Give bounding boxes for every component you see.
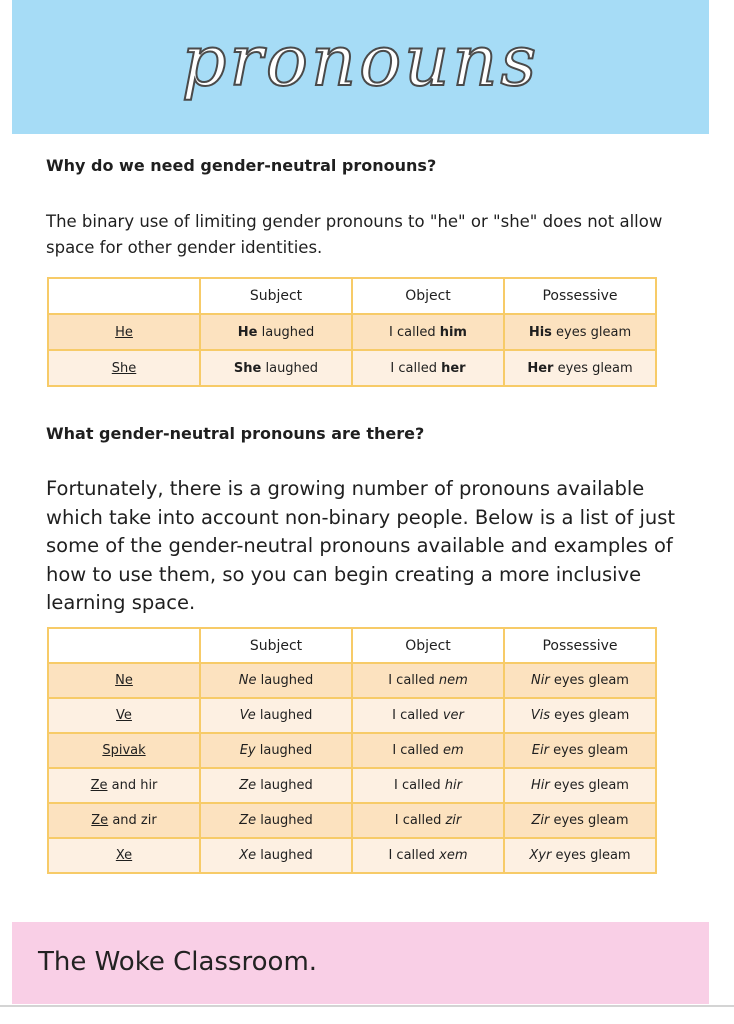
subject-text: laughed xyxy=(256,778,313,793)
subject-pronoun: She xyxy=(233,360,262,376)
object-text: I called xyxy=(392,743,443,758)
poster-title: pronouns xyxy=(181,20,540,102)
subject-text: laughed xyxy=(256,813,313,828)
table-row xyxy=(48,733,656,768)
possessive-cell xyxy=(504,733,656,768)
subject-cell xyxy=(200,698,352,733)
object-pronoun: her xyxy=(441,360,466,376)
subject-text: laughed xyxy=(256,848,313,863)
subject-cell xyxy=(200,663,352,698)
pronoun-label: He xyxy=(115,324,133,340)
pronoun-label: Ze xyxy=(90,778,108,793)
header-cell-object: Object xyxy=(352,278,504,314)
object-text: I called xyxy=(388,848,440,863)
possessive-cell xyxy=(504,350,656,386)
header-cell-subject: Subject xyxy=(200,278,352,314)
pronoun-label: Ve xyxy=(116,708,132,723)
pronoun-label: Spivak xyxy=(102,743,146,758)
subject-cell xyxy=(200,350,352,386)
possessive-cell xyxy=(504,838,656,873)
header-banner xyxy=(12,0,709,134)
object-text: I called xyxy=(389,324,440,340)
possessive-text: eyes gleam xyxy=(553,360,633,376)
possessive-pronoun: Eir xyxy=(531,743,549,758)
header-cell-possessive: Possessive xyxy=(504,278,656,314)
subject-pronoun: Ve xyxy=(239,708,256,723)
table-row xyxy=(48,698,656,733)
object-text: I called xyxy=(392,708,443,723)
object-cell xyxy=(352,768,504,803)
possessive-text: eyes gleam xyxy=(549,673,629,688)
possessive-cell xyxy=(504,314,656,350)
header-cell-empty xyxy=(48,278,200,314)
subject-cell xyxy=(200,314,352,350)
possessive-pronoun: His xyxy=(528,324,552,340)
possessive-pronoun: Vis xyxy=(530,708,551,723)
section1-paragraph: The binary use of limiting gender pronouns to "he" or "she" does not allow space for other gender identities. xyxy=(46,212,663,257)
subject-pronoun: Ze xyxy=(239,813,257,828)
pronoun-suffix: and zir xyxy=(108,813,157,828)
header-cell-subject: Subject xyxy=(200,628,352,663)
neutral-pronoun-table xyxy=(47,627,657,874)
subject-text: laughed xyxy=(257,324,315,340)
table-row xyxy=(48,350,656,386)
object-pronoun: ver xyxy=(442,708,464,723)
possessive-cell xyxy=(504,663,656,698)
possessive-text: eyes gleam xyxy=(551,848,631,863)
pronoun-label: Xe xyxy=(115,848,133,863)
table-row xyxy=(48,803,656,838)
pronoun-cell xyxy=(48,733,200,768)
object-text: I called xyxy=(394,813,446,828)
object-pronoun: nem xyxy=(438,673,468,688)
possessive-cell xyxy=(504,768,656,803)
subject-pronoun: Xe xyxy=(239,848,257,863)
possessive-pronoun: Nir xyxy=(531,673,550,688)
object-cell xyxy=(352,350,504,386)
object-pronoun: hir xyxy=(444,778,462,793)
section2-paragraph: Fortunately, there is a growing number of pronouns available which take into account non-binary people. Below is a list of just some of the gender-neutral pronouns available and examples of how to use them, so you can begin creating a more inclusive learning space. xyxy=(46,477,676,614)
object-text: I called xyxy=(394,778,445,793)
subject-cell xyxy=(200,803,352,838)
object-cell xyxy=(352,733,504,768)
object-text: I called xyxy=(388,673,439,688)
subject-cell xyxy=(200,768,352,803)
header-cell-object: Object xyxy=(352,628,504,663)
subject-pronoun: Ne xyxy=(238,673,257,688)
object-cell xyxy=(352,803,504,838)
header-cell-possessive: Possessive xyxy=(504,628,656,663)
possessive-pronoun: Her xyxy=(527,360,554,376)
object-pronoun: em xyxy=(443,743,464,758)
pronoun-label: Ne xyxy=(115,673,133,688)
object-text: I called xyxy=(390,360,442,376)
footer-banner xyxy=(12,922,709,1004)
possessive-text: eyes gleam xyxy=(548,743,629,758)
subject-pronoun: Ze xyxy=(239,778,257,793)
pronoun-cell xyxy=(48,314,200,350)
subject-cell xyxy=(200,733,352,768)
pronoun-cell xyxy=(48,803,200,838)
table-row xyxy=(48,663,656,698)
possessive-text: eyes gleam xyxy=(550,708,630,723)
object-pronoun: xem xyxy=(439,848,468,863)
pronoun-cell xyxy=(48,663,200,698)
object-cell xyxy=(352,314,504,350)
header-cell-empty xyxy=(48,628,200,663)
divider xyxy=(0,1005,734,1007)
section1-heading: Why do we need gender-neutral pronouns? xyxy=(46,156,437,175)
object-cell xyxy=(352,698,504,733)
possessive-text: eyes gleam xyxy=(549,813,629,828)
table-row xyxy=(48,314,656,350)
subject-cell xyxy=(200,838,352,873)
possessive-pronoun: Hir xyxy=(531,778,550,793)
footer-brand: The Woke Classroom. xyxy=(38,947,318,977)
subject-text: laughed xyxy=(261,360,319,376)
object-cell xyxy=(352,663,504,698)
pronoun-cell xyxy=(48,350,200,386)
binary-pronoun-table xyxy=(47,277,657,387)
subject-text: laughed xyxy=(255,708,313,723)
object-cell xyxy=(352,838,504,873)
pronoun-label: Ze xyxy=(91,813,109,828)
table-row xyxy=(48,838,656,873)
possessive-text: eyes gleam xyxy=(549,778,629,793)
subject-pronoun: He xyxy=(237,324,258,340)
pronoun-label: She xyxy=(111,360,137,376)
table-header-row xyxy=(48,628,656,663)
section2-heading: What gender-neutral pronouns are there? xyxy=(46,424,425,443)
possessive-cell xyxy=(504,803,656,838)
subject-text: laughed xyxy=(255,743,313,758)
subject-pronoun: Ey xyxy=(239,743,256,758)
pronoun-cell xyxy=(48,768,200,803)
object-pronoun: him xyxy=(439,324,467,340)
table-header-row xyxy=(48,278,656,314)
pronoun-cell xyxy=(48,698,200,733)
possessive-pronoun: Xyr xyxy=(529,848,552,863)
table-row xyxy=(48,768,656,803)
object-pronoun: zir xyxy=(445,813,462,828)
possessive-text: eyes gleam xyxy=(551,324,632,340)
possessive-pronoun: Zir xyxy=(531,813,550,828)
subject-text: laughed xyxy=(256,673,314,688)
possessive-cell xyxy=(504,698,656,733)
pronoun-cell xyxy=(48,838,200,873)
pronoun-suffix: and hir xyxy=(107,778,158,793)
